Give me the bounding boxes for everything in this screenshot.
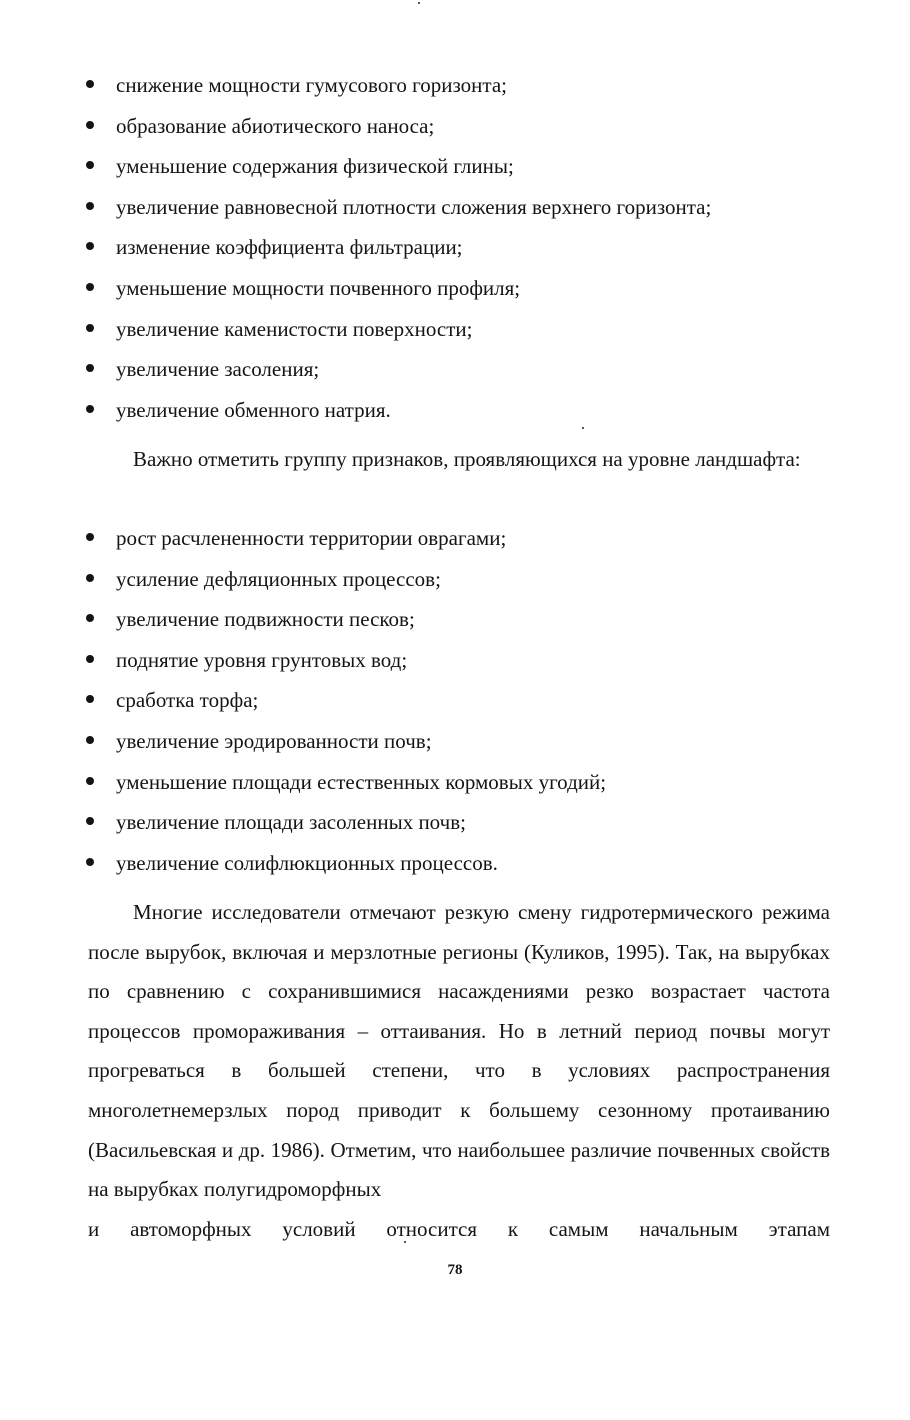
bullet-icon	[86, 202, 94, 210]
list-item: снижение мощности гумусового горизонта;	[82, 71, 842, 112]
paragraph-body: Многие исследователи отмечают резкую смену гидротермического режима после вырубок, включая и мерзлотные регионы (Куликов, 1995). Так, на вырубках по сравнению с сохранившимися насаждениями резко возрастает частота процессов промораживания – оттаивания. Но в летний период почвы могут прогреваться в большей степени, что в условиях распространения многолетнемерзлых пород приводит к большему сезонному протаиванию (Васильевская и др. 1986). Отметим, что наибольшее различие почвенных свойств на вырубках полугидроморфных	[88, 900, 830, 1202]
bullet-icon	[86, 655, 94, 663]
page-number: 78	[447, 1262, 463, 1278]
bullet-icon	[86, 364, 94, 372]
bullet-icon	[86, 817, 94, 825]
bullet-icon	[86, 324, 94, 332]
list-item: увеличение площади засоленных почв;	[82, 808, 842, 849]
soil-indicators-list	[82, 71, 842, 436]
landscape-indicators-list	[82, 524, 842, 889]
list-item: рост расчлененности территории оврагами;	[82, 524, 842, 565]
bullet-icon	[86, 777, 94, 785]
list-item: увеличение засоления;	[82, 355, 842, 396]
bullet-icon	[86, 695, 94, 703]
bullet-icon	[86, 121, 94, 129]
paragraph-last-line: и автоморфных условий относится к самым начальным этапам	[88, 1216, 830, 1241]
landscape-intro-paragraph: Важно отметить группу признаков, проявляющихся на уровне ландшафта:	[133, 447, 801, 471]
list-item: усиление дефляционных процессов;	[82, 565, 842, 606]
bullet-icon	[86, 614, 94, 622]
list-item: сработка торфа;	[82, 686, 842, 727]
list-item: уменьшение площади естественных кормовых угодий;	[82, 768, 842, 809]
bullet-icon	[86, 405, 94, 413]
list-item: увеличение равновесной плотности сложения верхнего горизонта;	[82, 193, 842, 234]
list-item: увеличение эродированности почв;	[82, 727, 842, 768]
list-item: поднятие уровня грунтовых вод;	[82, 646, 842, 687]
scan-speck	[582, 427, 584, 429]
bullet-icon	[86, 283, 94, 291]
bullet-icon	[86, 80, 94, 88]
list-item: увеличение каменистости поверхности;	[82, 315, 842, 356]
hydrothermal-regime-paragraph	[88, 893, 830, 1249]
list-item: уменьшение мощности почвенного профиля;	[82, 274, 842, 315]
list-item: образование абиотического наноса;	[82, 112, 842, 153]
list-item: увеличение подвижности песков;	[82, 605, 842, 646]
scan-speck	[404, 1241, 406, 1243]
bullet-icon	[86, 858, 94, 866]
bullet-icon	[86, 533, 94, 541]
bullet-icon	[86, 161, 94, 169]
bullet-icon	[86, 242, 94, 250]
list-item: уменьшение содержания физической глины;	[82, 152, 842, 193]
bullet-icon	[86, 574, 94, 582]
list-item: изменение коэффициента фильтрации;	[82, 233, 842, 274]
scan-speck	[418, 2, 420, 4]
bullet-icon	[86, 736, 94, 744]
list-item: увеличение солифлюкционных процессов.	[82, 849, 842, 890]
list-item: увеличение обменного натрия.	[82, 396, 842, 437]
